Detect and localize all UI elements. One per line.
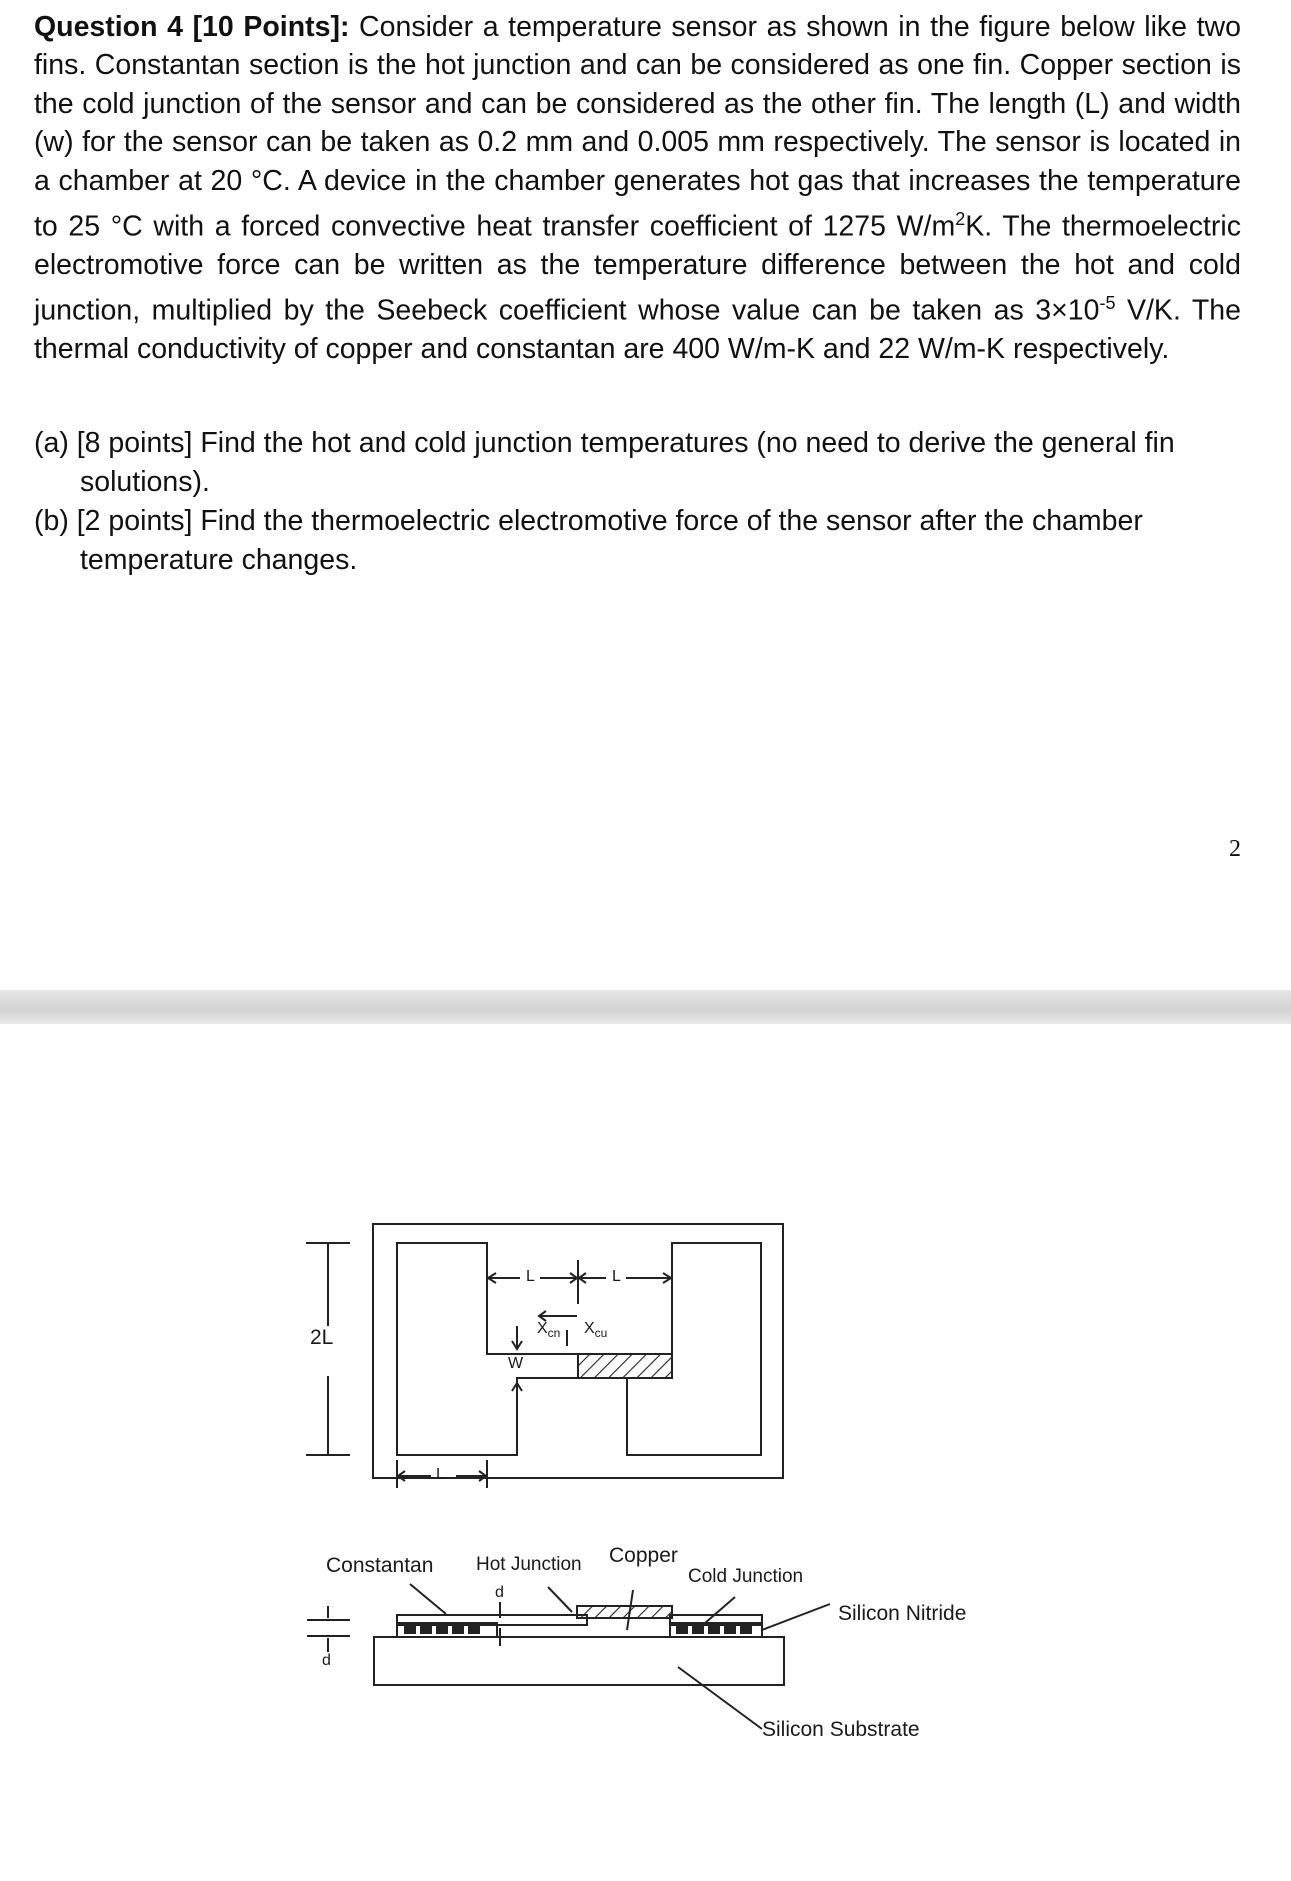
label-cold-junction: Cold Junction — [688, 1566, 804, 1587]
question-heading: Question 4 [10 Points]: — [34, 11, 350, 43]
silicon-substrate — [374, 1637, 784, 1685]
question-body-3: V/K. The thermal conductivity of copper and constantan are 400 W/m-K and 22 W/m-K respectively. — [34, 294, 1241, 366]
label-constantan: Constantan — [326, 1554, 434, 1577]
label-copper: Copper — [609, 1544, 678, 1567]
superscript-2: 2 — [955, 209, 966, 230]
label-silicon-nitride: Silicon Nitride — [838, 1602, 967, 1625]
label-silicon-substrate: Silicon Substrate — [762, 1718, 920, 1741]
sensor-diagram — [0, 1024, 1291, 1881]
superscript-neg5: -5 — [1099, 293, 1116, 314]
page-divider — [0, 990, 1291, 1024]
label-xcu: $X_{cu}$ — [584, 1320, 608, 1341]
label-l-right: L — [612, 1268, 621, 1285]
label-2l: 2L — [310, 1326, 334, 1349]
question-body-1: Consider a temperature sensor as shown in the figure below like two fins. Constantan section is the hot junction and can be considered as one fin. Copper section is the cold junction of the sensor and can be considered as the other fin. The length (L) and width (w) for the sensor can be taken as 0.2 mm and 0.005 mm respectively. The sensor is located in a chamber at 20 °C. A device in the chamber generates hot gas that increases the temperature to 25 °C with a forced convective heat transfer coefficient of 1275 W/m — [34, 11, 1241, 243]
page-number: 2 — [1229, 836, 1241, 862]
label-d-left: d — [322, 1652, 331, 1669]
question-parts — [34, 424, 1241, 580]
sensor-figure — [0, 1024, 1291, 1881]
part-b: (b) [2 points] Find the thermoelectric electromotive force of the sensor after the chamber temperature changes. — [34, 505, 1143, 576]
question-text — [34, 8, 1241, 369]
label-l-bottom: L — [436, 1466, 445, 1483]
part-a: (a) [8 points] Find the hot and cold junction temperatures (no need to derive the general fin solutions). — [34, 427, 1175, 498]
question-body-2: K. The thermoelectric electromotive force can be written as the temperature difference between the hot and cold junction, multiplied by the Seebeck coefficient whose value can be taken as 3×10 — [34, 210, 1241, 327]
label-d-middle: d — [495, 1584, 504, 1601]
copper-arm-hatched — [578, 1354, 672, 1378]
label-xcn: $X_{cn}$ — [537, 1320, 561, 1341]
label-w: W — [508, 1355, 524, 1372]
label-hot-junction: Hot Junction — [476, 1554, 582, 1575]
copper-layer — [577, 1606, 672, 1618]
label-l-left: L — [526, 1268, 535, 1285]
